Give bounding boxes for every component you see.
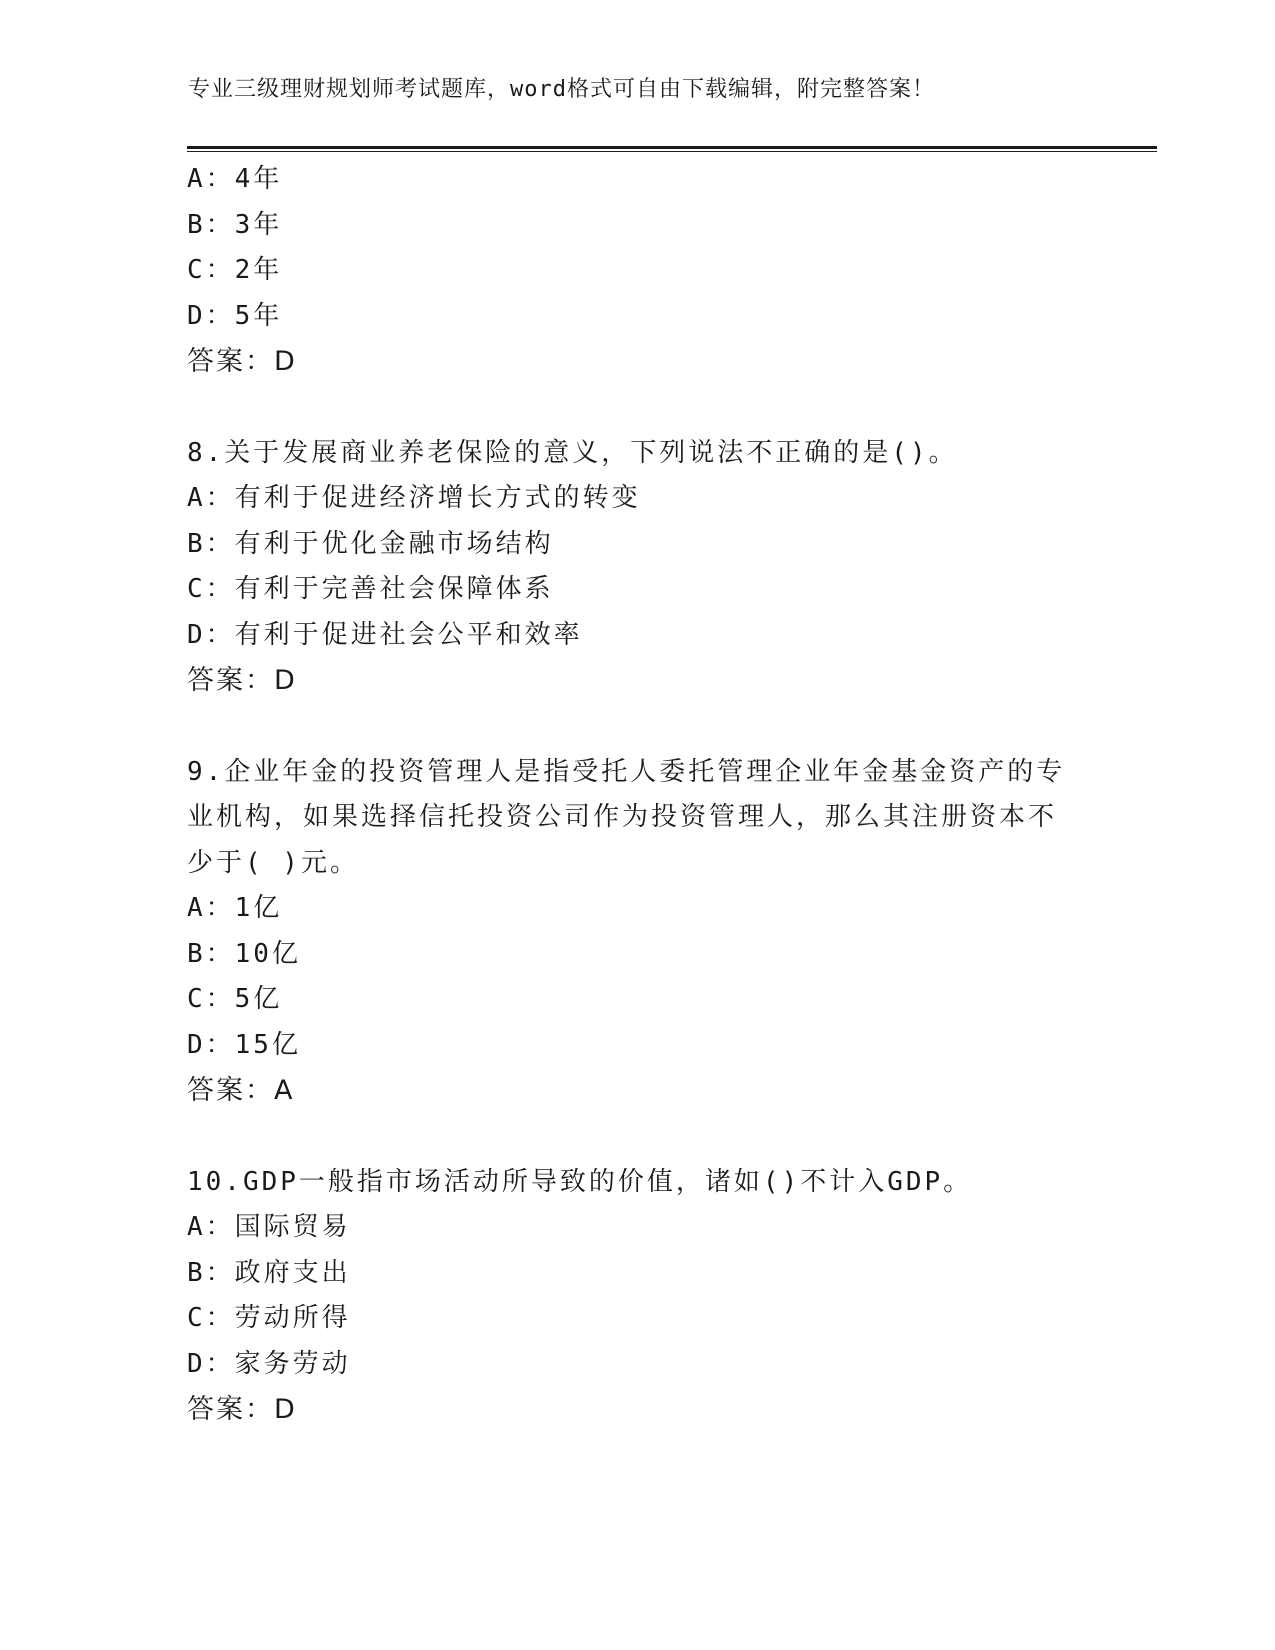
option-d: D：5年 bbox=[187, 300, 283, 331]
option-a: A：有利于促进经济增长方式的转变 bbox=[187, 483, 641, 513]
option-d: D：15亿 bbox=[187, 1029, 301, 1060]
option-a: A：1亿 bbox=[187, 893, 283, 923]
option-c: C：2年 bbox=[187, 255, 283, 285]
answer-line: 答案：D bbox=[187, 1394, 297, 1425]
question-block-partial bbox=[187, 157, 1087, 1433]
question-9 bbox=[187, 750, 1087, 1114]
question-stem-line-2: 业机构，如果选择信托投资公司作为投资管理人，那么其注册资本不 bbox=[187, 802, 1058, 832]
option-b: B：10亿 bbox=[187, 938, 301, 969]
question-10 bbox=[187, 1160, 1087, 1433]
question-8 bbox=[187, 431, 1087, 704]
header-rule-thin bbox=[187, 151, 1157, 152]
option-b: B：3年 bbox=[187, 209, 283, 240]
page-header: 专业三级理财规划师考试题库，word格式可自由下载编辑，附完整答案！ bbox=[188, 77, 935, 102]
option-d: D：家务劳动 bbox=[187, 1348, 351, 1379]
question-stem-line-1: 9.企业年金的投资管理人是指受托人委托管理企业年金基金资产的专 bbox=[187, 756, 1066, 787]
option-c: C：劳动所得 bbox=[187, 1303, 351, 1333]
answer-line: 答案：A bbox=[187, 1075, 295, 1106]
option-a: A：4年 bbox=[187, 164, 283, 194]
question-stem: 10.GDP一般指市场活动所导致的价值，诸如()不计入GDP。 bbox=[187, 1166, 973, 1197]
question-stem: 8.关于发展商业养老保险的意义，下列说法不正确的是()。 bbox=[187, 437, 958, 468]
answer-line: 答案：D bbox=[187, 346, 297, 377]
option-c: C：5亿 bbox=[187, 984, 283, 1014]
option-b: B：有利于优化金融市场结构 bbox=[187, 528, 554, 559]
option-b: B：政府支出 bbox=[187, 1257, 351, 1288]
header-rule-thick bbox=[187, 146, 1157, 149]
spacer bbox=[187, 1114, 1087, 1160]
option-c: C：有利于完善社会保障体系 bbox=[187, 574, 554, 604]
option-d: D：有利于促进社会公平和效率 bbox=[187, 619, 583, 650]
option-a: A：国际贸易 bbox=[187, 1212, 351, 1242]
spacer bbox=[187, 704, 1087, 750]
answer-line: 答案：D bbox=[187, 665, 297, 696]
spacer bbox=[187, 385, 1087, 431]
question-stem-line-3: 少于( )元。 bbox=[187, 847, 359, 878]
